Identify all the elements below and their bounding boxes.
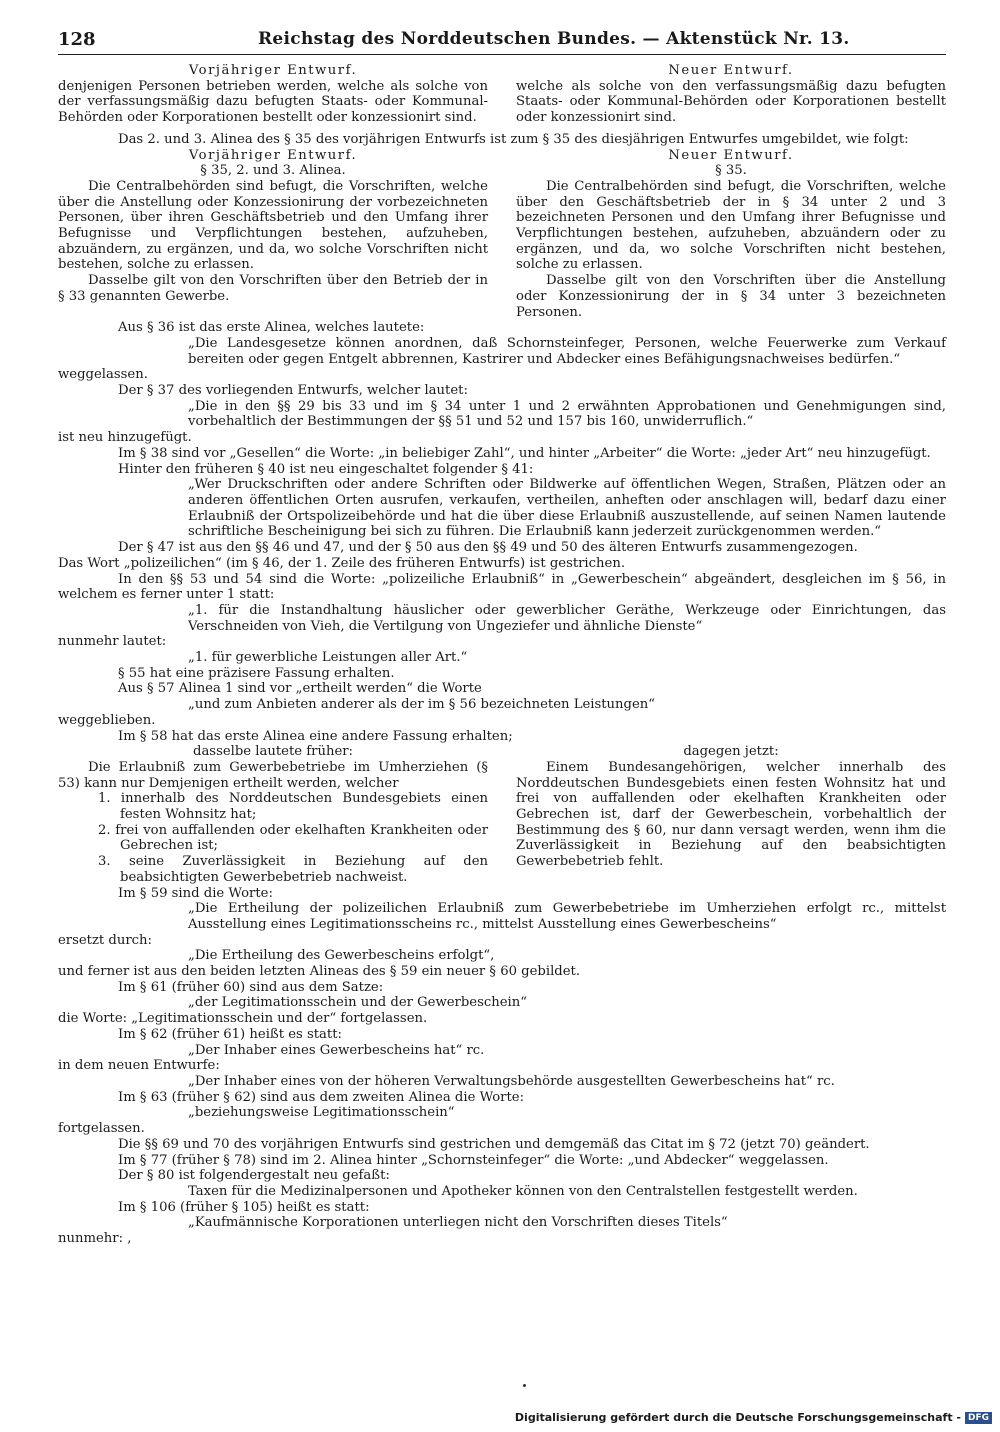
dfg-logo: DFG bbox=[965, 1412, 992, 1424]
paragraph: Aus § 36 ist das erste Alinea, welches lautete: bbox=[118, 320, 425, 336]
paragraph: Im § 77 (früher § 78) sind im 2. Alinea hinter „Schornsteinfeger“ die Worte: „und Abdecker“ weggelassen. bbox=[118, 1152, 829, 1168]
running-title: Reichstag des Norddeutschen Bundes. — Aktenstück Nr. 13. bbox=[258, 29, 850, 49]
sec35-right-heading: Neuer Entwurf. bbox=[668, 147, 794, 163]
paragraph: ist neu hinzugefügt. bbox=[58, 430, 192, 446]
ink-dot bbox=[523, 1384, 526, 1387]
quote: „beziehungsweise Legitimationsschein“ bbox=[188, 1105, 455, 1121]
list-item: 1. innerhalb des Norddeutschen Bundesgebiets einen festen Wohnsitz hat; bbox=[98, 791, 488, 823]
quote: „1. für die Instandhaltung häuslicher oder gewerblicher Geräthe, Werkzeuge oder Einrichtungen, das Verschneiden von Vieh, die Vertilgung von Ungeziefer und ähnliche Dienste“ bbox=[188, 602, 946, 634]
paragraph: Im § 38 sind vor „Gesellen“ die Worte: „in beliebiger Zahl“, und hinter „Arbeiter“ die Worte: „jeder Art“ neu hinzugefügt. bbox=[118, 445, 931, 461]
paragraph: nunmehr lautet: bbox=[58, 634, 167, 650]
paragraph: Im § 106 (früher § 105) heißt es statt: bbox=[118, 1199, 370, 1215]
right-column-heading: Neuer Entwurf. bbox=[668, 63, 794, 78]
sec35-left-subheading: § 35, 2. und 3. Alinea. bbox=[200, 163, 346, 179]
footer-text: Digitalisierung gefördert durch die Deutsche Forschungsgemeinschaft - bbox=[514, 1411, 961, 1424]
list-item: 3. seine Zuverlässigkeit in Beziehung auf den beabsichtigten Gewerbebetrieb nachweist. bbox=[98, 854, 488, 885]
quote: „Die Landesgesetze können anordnen, daß Schornsteinfeger, Personen, welche Feuerwerke zum Verkauf bereiten oder gegen Entgelt abbrennen, Kastrirer und Abdecker eines Befähigungsnachweises bedürfen.“ bbox=[188, 335, 946, 367]
sec35-right-subheading: § 35. bbox=[715, 163, 747, 179]
paragraph: weggelassen. bbox=[58, 367, 148, 383]
paragraph: und ferner ist aus den beiden letzten Alineas des § 59 ein neuer § 60 gebildet. bbox=[58, 964, 581, 980]
paragraph: fortgelassen. bbox=[58, 1121, 145, 1137]
paragraph: ersetzt durch: bbox=[58, 932, 152, 948]
paragraph: Im § 58 hat das erste Alinea eine andere Fassung erhalten; bbox=[118, 728, 513, 744]
quote: „Der Inhaber eines von der höheren Verwaltungsbehörde ausgestellten Gewerbescheins hat“ rc. bbox=[188, 1074, 835, 1089]
quote: „der Legitimationsschein und der Gewerbeschein“ bbox=[188, 995, 527, 1011]
paragraph: Das Wort „polizeilichen“ (im § 46, der 1. Zeile des früheren Entwurfs) ist gestrichen. bbox=[58, 555, 626, 571]
sec35-right-p1: Die Centralbehörden sind befugt, die Vorschriften, welche über den Geschäftsbetrieb der in § 34 unter 2 und 3 bezeichneten Personen und den Umfang ihrer Befugnisse und Verpflichtungen bestehen, aufzuheben, abzuändern oder zu ergänzen, und da, wo solche Vorschriften nicht bestehen, solche zu erlassen. bbox=[516, 178, 946, 273]
top-columns bbox=[58, 63, 946, 126]
right-column-text: welche als solche von den verfassungsmäßig dazu befugten Staats- oder Kommunal-Behörden oder Korporationen bestellt oder konzessionirt sind. bbox=[516, 78, 946, 126]
quote: „und zum Anbieten anderer als der im § 56 bezeichneten Leistungen“ bbox=[188, 697, 656, 713]
paragraph: In den §§ 53 und 54 sind die Worte: „polizeiliche Erlaubniß“ in „Gewerbeschein“ abgeändert, desgleichen im § 56, in welchem es ferner unter 1 statt: bbox=[58, 571, 946, 603]
quote: „Die Ertheilung des Gewerbescheins erfolgt“, bbox=[188, 948, 495, 964]
paragraph: in dem neuen Entwurfe: bbox=[58, 1058, 220, 1074]
page-header bbox=[58, 30, 946, 55]
sec35-left-p2: Dasselbe gilt von den Vorschriften über den Betrieb der in § 33 genannten Gewerbe. bbox=[58, 273, 488, 304]
left-column-heading: Vorjähriger Entwurf. bbox=[188, 63, 358, 78]
footer-credit bbox=[515, 1411, 992, 1424]
quote: Taxen für die Medizinalpersonen und Apotheker können von den Centralstellen festgestellt werden. bbox=[188, 1183, 858, 1199]
sec58-right-p: Einem Bundesangehörigen, welcher innerhalb des Norddeutschen Bundesgebiets einen festen Wohnsitz hat und frei von auffallenden oder ekelhaften Krankheiten oder Gebrechen ist, darf der Gewerbeschein, vorbehaltlich der Bestimmung des § 60, nur dann versagt werden, wenn ihm die Zuverlässigkeit in Beziehung auf den beabsichtigten Gewerbebetrieb fehlt. bbox=[516, 759, 946, 870]
paragraph: Aus § 57 Alinea 1 sind vor „ertheilt werden“ die Worte bbox=[118, 681, 482, 697]
quote: „Kaufmännische Korporationen unterliegen nicht den Vorschriften dieses Titels“ bbox=[188, 1215, 728, 1231]
quote: „1. für gewerbliche Leistungen aller Art.“ bbox=[188, 650, 468, 666]
list-item: 2. frei von auffallenden oder ekelhaften Krankheiten oder Gebrechen ist; bbox=[98, 822, 488, 854]
sec35-left-heading: Vorjähriger Entwurf. bbox=[188, 147, 358, 163]
quote: „Die in den §§ 29 bis 33 und im § 34 unter 1 und 2 erwähnten Approbationen und Genehmigungen sind, vorbehaltlich der Bestimmungen der §§ 51 und 52 und 157 bis 160, unwiderruflich.“ bbox=[188, 398, 946, 430]
paragraph: Im § 61 (früher 60) sind aus dem Satze: bbox=[118, 979, 384, 995]
sec58-left-heading: dasselbe lautete früher: bbox=[193, 744, 353, 760]
quote: „Der Inhaber eines Gewerbescheins hat“ rc. bbox=[188, 1042, 485, 1058]
paragraph: nunmehr: , bbox=[58, 1231, 132, 1247]
section-58-columns bbox=[58, 744, 946, 885]
paragraph: Der § 37 des vorliegenden Entwurfs, welcher lautet: bbox=[118, 383, 468, 399]
sec58-right-heading: dagegen jetzt: bbox=[683, 744, 779, 760]
section-35-columns bbox=[58, 148, 946, 321]
paragraph: die Worte: „Legitimationsschein und der“ fortgelassen. bbox=[58, 1011, 428, 1027]
sec35-right-p2: Dasselbe gilt von den Vorschriften über die Anstellung oder Konzessionirung der in § 34 unter 3 bezeichneten Personen. bbox=[516, 273, 946, 320]
paragraph-alinea: Das 2. und 3. Alinea des § 35 des vorjährigen Entwurfs ist zum § 35 des diesjährigen Entwurfes umgebildet, wie folgt: bbox=[118, 131, 909, 147]
sec35-left-p1: Die Centralbehörden sind befugt, die Vorschriften, welche über die Anstellung oder Konzessionirung der vorbezeichneten Personen, über ihren Geschäftsbetrieb und den Umfang ihrer Befugnisse und Verpflichtungen bestehen, aufzuheben, abzuändern, zu ergänzen, und da, wo solche Vorschriften nicht bestehen, solche zu erlassen. bbox=[58, 178, 488, 273]
paragraph: Der § 80 ist folgendergestalt neu gefaßt: bbox=[118, 1168, 390, 1184]
paragraph: Der § 47 ist aus den §§ 46 und 47, und der § 50 aus den §§ 49 und 50 des älteren Entwurfs zusammengezogen. bbox=[118, 540, 858, 556]
quote: „Die Ertheilung der polizeilichen Erlaubniß zum Gewerbebetriebe im Umherziehen erfolgt rc., mittelst Ausstellung eines Legitimationsscheins rc., mittelst Ausstellung eines Gewerbescheins“ bbox=[188, 901, 946, 932]
paragraph: Im § 63 (früher § 62) sind aus dem zweiten Alinea die Worte: bbox=[118, 1089, 525, 1105]
paragraph: weggeblieben. bbox=[58, 712, 156, 728]
document-page bbox=[58, 30, 946, 1247]
paragraph: Im § 62 (früher 61) heißt es statt: bbox=[118, 1026, 342, 1042]
paragraph: § 55 hat eine präzisere Fassung erhalten. bbox=[118, 665, 395, 681]
page-number: 128 bbox=[58, 29, 96, 50]
sec58-left-p: Die Erlaubniß zum Gewerbebetriebe im Umherziehen (§ 53) kann nur Demjenigen ertheilt werden, welcher bbox=[58, 759, 488, 791]
quote: „Wer Druckschriften oder andere Schriften oder Bildwerke auf öffentlichen Wegen, Straßen, Plätzen oder an anderen öffentlichen Orten ausrufen, verkaufen, vertheilen, anheften oder anschlagen will, bedarf dazu einer Erlaubniß der Ortspolizeibehörde und hat die über diese Erlaubniß auszustellende, auf seinen Namen lautende schriftliche Bescheinigung bei sich zu führen. Die Erlaubniß kann jederzeit zurückgenommen werden.“ bbox=[188, 477, 946, 540]
paragraph: Die §§ 69 und 70 des vorjährigen Entwurfs sind gestrichen und demgemäß das Citat im § 72 (jetzt 70) geändert. bbox=[118, 1136, 870, 1152]
paragraph: Im § 59 sind die Worte: bbox=[118, 885, 273, 901]
left-column-text: denjenigen Personen betrieben werden, welche als solche von der verfassungsmäßig dazu befugten Staats- oder Kommunal-Behörden oder Korporationen bestellt oder konzessionirt sind. bbox=[58, 78, 488, 126]
paragraph: Hinter den früheren § 40 ist neu eingeschaltet folgender § 41: bbox=[118, 461, 534, 477]
